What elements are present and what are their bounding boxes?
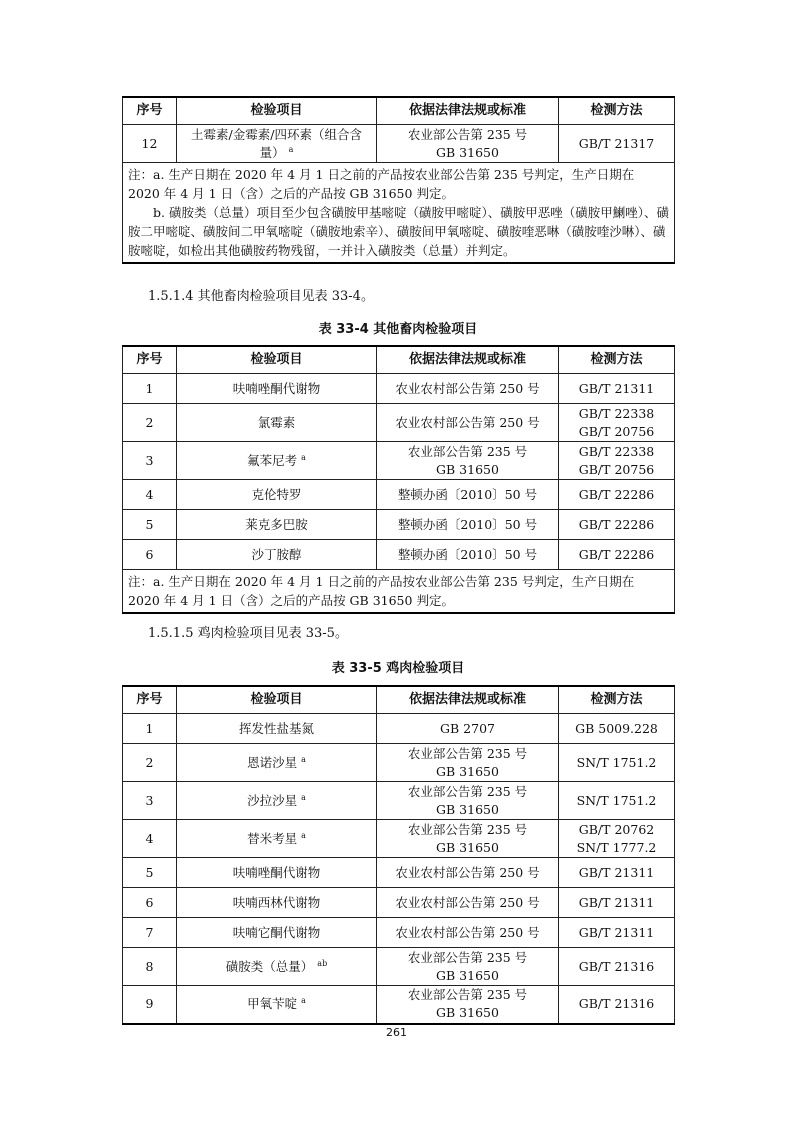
cell-basis [377, 744, 559, 782]
method-line: SN/T 1777.2 [576, 839, 657, 855]
table-row [123, 404, 675, 442]
basis-line: 农业农村部公告第 250 号 [395, 380, 540, 396]
col-header-no: 序号 [123, 97, 177, 125]
note-a: 注：a. 生产日期在 2020 年 4 月 1 日之前的产品按农业部公告第 235 号判定，生产日期在 2020 年 4 月 1 日（含）之后的产品按 GB 31650 判定。 [128, 574, 635, 608]
basis-line: GB 31650 [436, 967, 499, 983]
cell-basis [377, 918, 559, 948]
table-header-row [123, 97, 675, 125]
table-row [123, 540, 675, 570]
item-name: 克伦特罗 [251, 486, 302, 502]
footnote-marker: a [301, 996, 306, 1006]
cell-item [177, 540, 377, 570]
footnote-marker: ab [317, 958, 328, 968]
cell-basis [377, 480, 559, 510]
col-header-basis: 依据法律法规或标准 [377, 346, 559, 374]
cell-method [559, 948, 675, 986]
item-name: 莱克多巴胺 [245, 516, 308, 532]
footnote-marker: a [301, 792, 306, 802]
table-row [123, 510, 675, 540]
cell-no: 7 [123, 918, 177, 948]
cell-method [559, 125, 675, 163]
basis-line: 农业部公告第 235 号 [407, 821, 528, 837]
table-row [123, 858, 675, 888]
cell-method [559, 820, 675, 858]
cell-basis [377, 404, 559, 442]
cell-method [559, 442, 675, 480]
item-name: 氯霉素 [257, 414, 296, 430]
cell-item [177, 744, 377, 782]
cell-no: 9 [123, 986, 177, 1024]
col-header-basis: 依据法律法规或标准 [377, 686, 559, 714]
cell-item [177, 888, 377, 918]
col-header-method: 检测方法 [559, 97, 675, 125]
footnote-marker: a [301, 830, 306, 840]
cell-method [559, 888, 675, 918]
cell-method [559, 714, 675, 744]
footnote-marker: a [301, 754, 306, 764]
cell-item [177, 125, 377, 163]
item-name: 替米考星 [247, 830, 298, 846]
table-note [123, 163, 675, 264]
cell-basis [377, 510, 559, 540]
basis-line: GB 31650 [436, 763, 499, 779]
method-line: GB/T 20756 [578, 423, 655, 439]
method-line: GB/T 21316 [578, 958, 655, 974]
basis-line: 农业部公告第 235 号 [407, 949, 528, 965]
table-row [123, 948, 675, 986]
cell-no: 6 [123, 888, 177, 918]
cell-method [559, 540, 675, 570]
method-line: SN/T 1751.2 [576, 754, 657, 770]
cell-basis [377, 986, 559, 1024]
col-header-item: 检验项目 [177, 346, 377, 374]
cell-item [177, 948, 377, 986]
cell-method [559, 986, 675, 1024]
cell-method [559, 918, 675, 948]
basis-line: GB 31650 [436, 1005, 499, 1021]
item-name: 挥发性盐基氮 [238, 720, 314, 736]
cell-no: 12 [123, 125, 177, 163]
table-note [123, 570, 675, 614]
footnote-marker: a [301, 452, 306, 462]
cell-basis [377, 714, 559, 744]
method-line: GB/T 22286 [578, 486, 655, 502]
item-name: 沙丁胺醇 [251, 546, 302, 562]
col-header-method: 检测方法 [559, 346, 675, 374]
section-1-5-1-5-text: 1.5.1.5 鸡肉检验项目见表 33-5。 [148, 626, 348, 641]
sulfonamide-table-continuation [122, 96, 675, 264]
method-line: GB/T 21317 [578, 135, 655, 151]
method-line: GB/T 22286 [578, 516, 655, 532]
cell-item [177, 782, 377, 820]
basis-line: 整顿办函〔2010〕50 号 [397, 546, 538, 562]
item-name: 呋喃唑酮代谢物 [232, 380, 321, 396]
item-name: 土霉素/金霉素/四环素（组合含量） [191, 126, 362, 160]
cell-basis [377, 125, 559, 163]
item-name: 恩诺沙星 [247, 754, 298, 770]
method-line: GB/T 20762 [578, 821, 655, 837]
basis-line: 农业农村部公告第 250 号 [395, 864, 540, 880]
col-header-method: 检测方法 [559, 686, 675, 714]
cell-no: 4 [123, 820, 177, 858]
method-line: SN/T 1751.2 [576, 792, 657, 808]
col-header-basis: 依据法律法规或标准 [377, 97, 559, 125]
basis-line: GB 31650 [436, 461, 499, 477]
cell-no: 2 [123, 404, 177, 442]
cell-basis [377, 442, 559, 480]
table-row [123, 374, 675, 404]
method-line: GB 5009.228 [575, 720, 658, 736]
table-33-4-caption: 表 33-4 其他畜肉检验项目 [318, 322, 478, 337]
table-note-row [123, 570, 675, 614]
col-header-item: 检验项目 [177, 686, 377, 714]
cell-no: 5 [123, 858, 177, 888]
cell-basis [377, 820, 559, 858]
cell-no: 4 [123, 480, 177, 510]
item-name: 甲氧苄啶 [247, 996, 298, 1012]
cell-item [177, 510, 377, 540]
cell-item [177, 480, 377, 510]
cell-method [559, 510, 675, 540]
cell-no: 1 [123, 714, 177, 744]
basis-line: 农业农村部公告第 250 号 [395, 414, 540, 430]
basis-line: 整顿办函〔2010〕50 号 [397, 516, 538, 532]
cell-no: 1 [123, 374, 177, 404]
cell-no: 3 [123, 782, 177, 820]
cell-basis [377, 858, 559, 888]
note-a: 注：a. 生产日期在 2020 年 4 月 1 日之前的产品按农业部公告第 235 号判定，生产日期在 2020 年 4 月 1 日（含）之后的产品按 GB 31650 判定。 [128, 167, 635, 201]
basis-line: GB 31650 [436, 144, 499, 160]
cell-basis [377, 540, 559, 570]
method-line: GB/T 21311 [578, 864, 655, 880]
method-line: GB/T 22338 [578, 443, 655, 459]
table-header-row [123, 346, 675, 374]
method-line: GB/T 22286 [578, 546, 655, 562]
cell-basis [377, 888, 559, 918]
method-line: GB/T 21311 [578, 924, 655, 940]
basis-line: GB 2707 [440, 720, 495, 736]
cell-no: 8 [123, 948, 177, 986]
table-row [123, 986, 675, 1024]
method-line: GB/T 21311 [578, 380, 655, 396]
cell-item [177, 404, 377, 442]
table-row [123, 480, 675, 510]
basis-line: 农业农村部公告第 250 号 [395, 894, 540, 910]
basis-line: 农业部公告第 235 号 [407, 745, 528, 761]
item-name: 呋喃它酮代谢物 [232, 924, 321, 940]
cell-no: 6 [123, 540, 177, 570]
page-number: 261 [386, 1026, 407, 1039]
basis-line: 农业部公告第 235 号 [407, 126, 528, 142]
cell-method [559, 858, 675, 888]
item-name: 磺胺类（总量） [225, 958, 314, 974]
method-line: GB/T 20756 [578, 461, 655, 477]
other-livestock-meat-table [122, 345, 675, 614]
cell-basis [377, 374, 559, 404]
cell-basis [377, 782, 559, 820]
cell-no: 5 [123, 510, 177, 540]
col-header-no: 序号 [123, 346, 177, 374]
cell-item [177, 442, 377, 480]
method-line: GB/T 21311 [578, 894, 655, 910]
basis-line: GB 31650 [436, 839, 499, 855]
cell-no: 3 [123, 442, 177, 480]
table-note-row [123, 163, 675, 264]
cell-method [559, 374, 675, 404]
col-header-item: 检验项目 [177, 97, 377, 125]
section-1-5-1-4-text: 1.5.1.4 其他畜肉检验项目见表 33-4。 [148, 289, 374, 304]
cell-item [177, 714, 377, 744]
table-row [123, 918, 675, 948]
col-header-no: 序号 [123, 686, 177, 714]
chicken-meat-table [122, 685, 675, 1025]
cell-method [559, 782, 675, 820]
cell-item [177, 374, 377, 404]
basis-line: 农业部公告第 235 号 [407, 783, 528, 799]
note-b: b. 磺胺类（总量）项目至少包含磺胺甲基嘧啶（磺胺甲嘧啶）、磺胺甲恶唑（磺胺甲鯻唑）、磺胺二甲嘧啶、磺胺间二甲氧嘧啶（磺胺地索辛）、磺胺间甲氧嘧啶、磺胺喹恶啉（磺胺喹沙啉）、磺胺嘧啶，如检出其他磺胺药物残留，一并计入磺胺类（总量）并判定。 [128, 205, 669, 258]
method-line: GB/T 21316 [578, 996, 655, 1012]
table-33-5-caption: 表 33-5 鸡肉检验项目 [331, 661, 465, 676]
cell-item [177, 858, 377, 888]
table-row [123, 744, 675, 782]
basis-line: GB 31650 [436, 801, 499, 817]
basis-line: 整顿办函〔2010〕50 号 [397, 486, 538, 502]
table-row [123, 442, 675, 480]
item-name: 呋喃西林代谢物 [232, 894, 321, 910]
item-name: 氟苯尼考 [247, 452, 298, 468]
table-row [123, 714, 675, 744]
item-name: 沙拉沙星 [247, 792, 298, 808]
table-row [123, 125, 675, 163]
footnote-marker: a [288, 144, 294, 154]
method-line: GB/T 22338 [578, 405, 655, 421]
basis-line: 农业农村部公告第 250 号 [395, 924, 540, 940]
table-header-row [123, 686, 675, 714]
cell-item [177, 986, 377, 1024]
cell-no: 2 [123, 744, 177, 782]
item-name: 呋喃唑酮代谢物 [232, 864, 321, 880]
cell-method [559, 480, 675, 510]
basis-line: 农业部公告第 235 号 [407, 987, 528, 1003]
cell-item [177, 918, 377, 948]
basis-line: 农业部公告第 235 号 [407, 443, 528, 459]
table-row [123, 820, 675, 858]
cell-method [559, 404, 675, 442]
table-row [123, 888, 675, 918]
cell-basis [377, 948, 559, 986]
table-row [123, 782, 675, 820]
cell-item [177, 820, 377, 858]
cell-method [559, 744, 675, 782]
